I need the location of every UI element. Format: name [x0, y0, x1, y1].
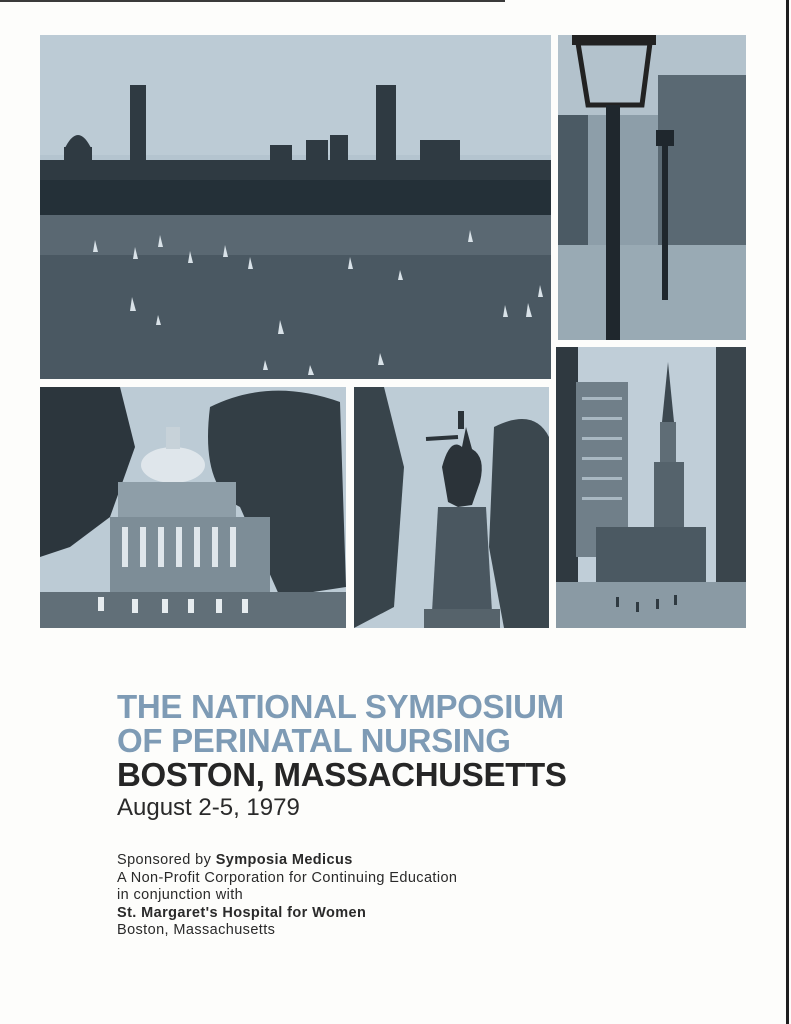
gas-lamppost-photo [558, 35, 746, 340]
scan-edge-top [0, 0, 505, 2]
location-title: BOSTON, MASSACHUSETTS [117, 756, 567, 793]
sponsor-city: Boston, Massachusetts [117, 922, 276, 938]
sponsor-description: A Non-Profit Corporation for Continuing Education [117, 869, 458, 886]
scan-edge-right [786, 0, 789, 1024]
event-dates: August 2-5, 1979 [117, 794, 300, 821]
sponsor-prefix: Sponsored by [117, 852, 216, 868]
sponsor-block [117, 852, 457, 940]
title-block [117, 690, 567, 823]
partner-hospital: St. Margaret's Hospital for Women [117, 904, 367, 921]
equestrian-statue-photo [354, 387, 549, 628]
title-line-1: THE NATIONAL SYMPOSIUM [117, 688, 564, 725]
state-house-photo [40, 387, 346, 628]
boston-skyline-river-photo [40, 35, 551, 379]
sponsor-line [117, 852, 457, 870]
sponsor-organization: Symposia Medicus [215, 852, 353, 868]
sponsor-conjunction: in conjunction with [117, 887, 244, 903]
church-steeple-photo [556, 347, 746, 628]
title-line-2: OF PERINATAL NURSING [117, 722, 511, 759]
